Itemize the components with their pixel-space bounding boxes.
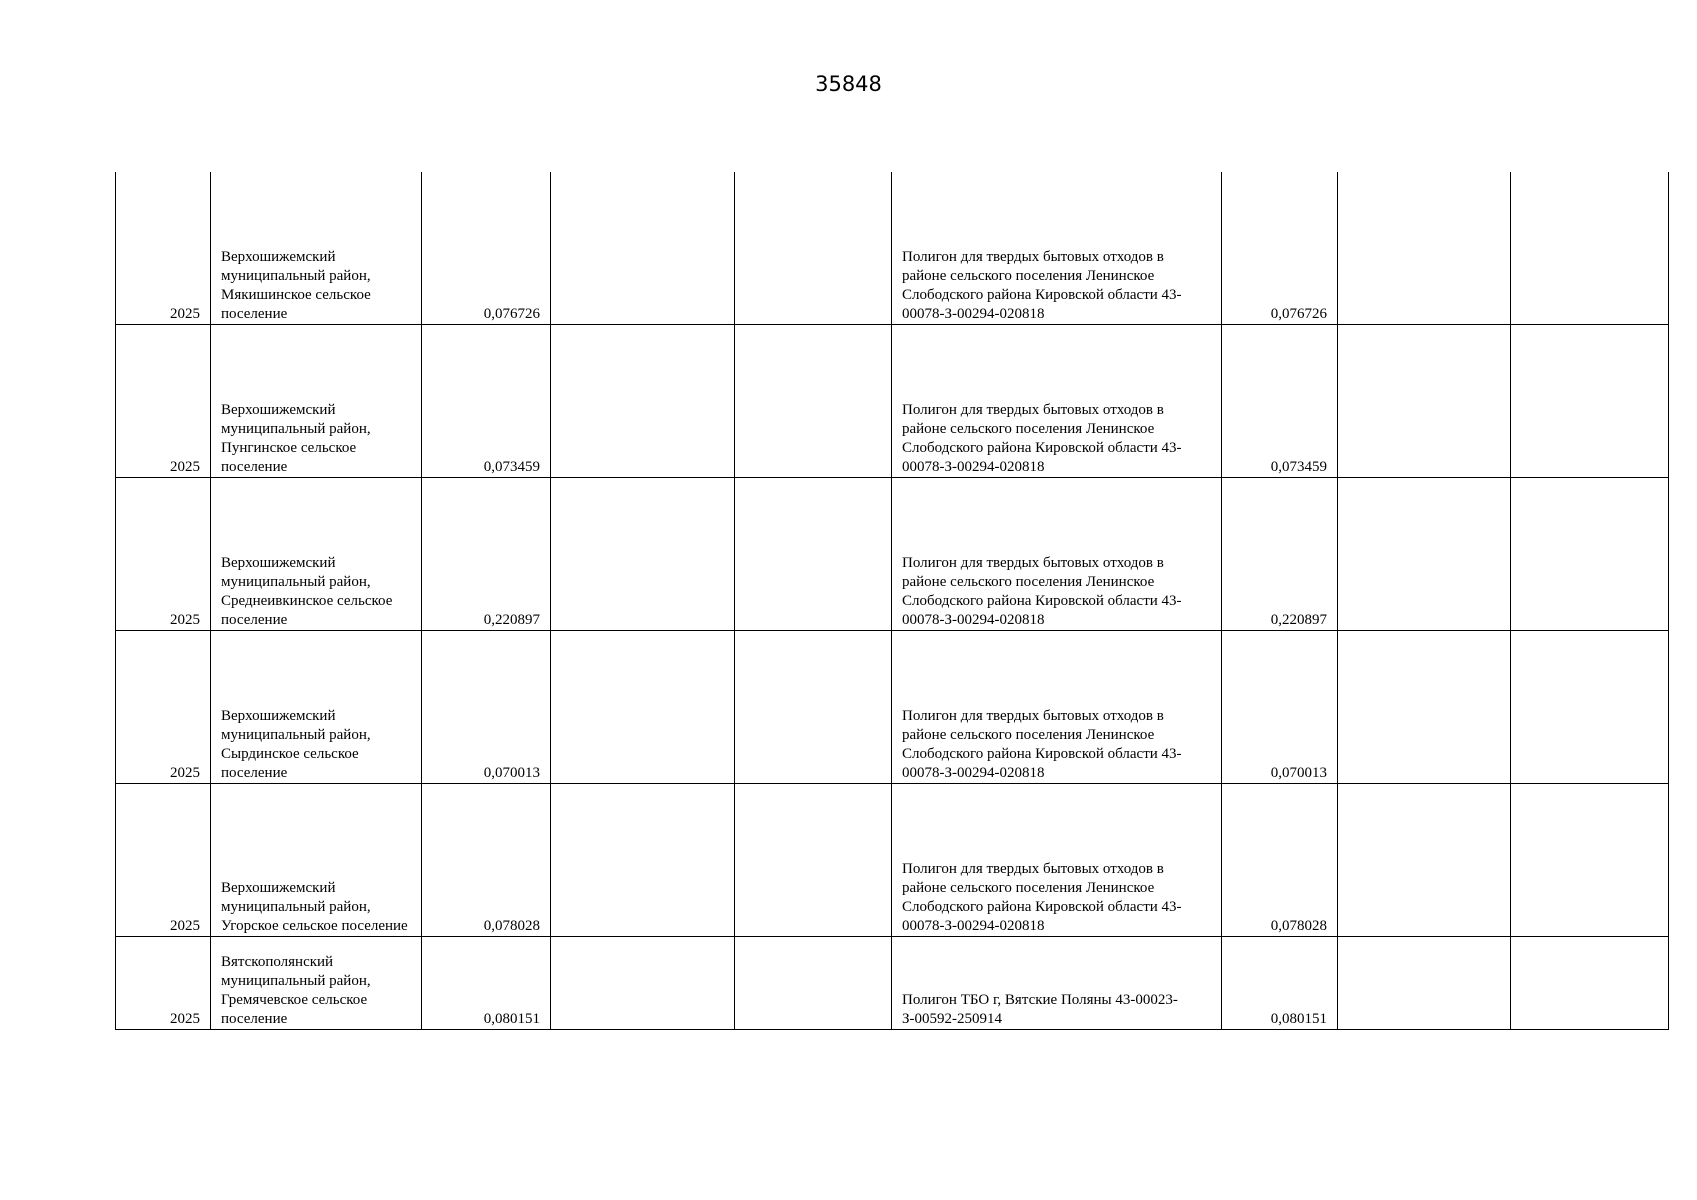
empty-cell <box>1511 784 1669 937</box>
value-cell: 0,070013 <box>422 631 551 784</box>
empty-cell <box>551 937 735 1030</box>
year-cell: 2025 <box>116 937 211 1030</box>
facility-cell: Полигон для твердых бытовых отходов в районе сельского поселения Ленинское Слободского района Кировской области 43-00078-З-00294-020818 <box>892 631 1222 784</box>
facility-cell: Полигон ТБО г, Вятские Поляны 43-00023-З-00592-250914 <box>892 937 1222 1030</box>
table-row <box>116 325 1669 478</box>
facility-cell: Полигон для твердых бытовых отходов в районе сельского поселения Ленинское Слободского района Кировской области 43-00078-З-00294-020818 <box>892 784 1222 937</box>
empty-cell <box>1511 937 1669 1030</box>
value-cell: 0,220897 <box>422 478 551 631</box>
empty-cell <box>1338 631 1511 784</box>
year-cell: 2025 <box>116 478 211 631</box>
empty-cell <box>735 478 892 631</box>
facility-cell: Полигон для твердых бытовых отходов в районе сельского поселения Ленинское Слободского района Кировской области 43-00078-З-00294-020818 <box>892 172 1222 325</box>
empty-cell <box>1511 325 1669 478</box>
municipality-cell: Верхошижемский муниципальный район, Сырдинское сельское поселение <box>211 631 422 784</box>
empty-cell <box>551 478 735 631</box>
year-cell: 2025 <box>116 325 211 478</box>
year-cell: 2025 <box>116 172 211 325</box>
municipality-cell: Вятскополянский муниципальный район, Гремячевское сельское поселение <box>211 937 422 1030</box>
municipality-cell: Верхошижемский муниципальный район, Мякишинское сельское поселение <box>211 172 422 325</box>
facility-value-cell: 0,073459 <box>1222 325 1338 478</box>
facility-value-cell: 0,080151 <box>1222 937 1338 1030</box>
table-row <box>116 478 1669 631</box>
empty-cell <box>551 325 735 478</box>
empty-cell <box>1338 325 1511 478</box>
empty-cell <box>1511 478 1669 631</box>
year-cell: 2025 <box>116 784 211 937</box>
municipality-cell: Верхошижемский муниципальный район, Пунгинское сельское поселение <box>211 325 422 478</box>
year-cell: 2025 <box>116 631 211 784</box>
value-cell: 0,073459 <box>422 325 551 478</box>
facility-cell: Полигон для твердых бытовых отходов в районе сельского поселения Ленинское Слободского района Кировской области 43-00078-З-00294-020818 <box>892 478 1222 631</box>
empty-cell <box>1511 172 1669 325</box>
empty-cell <box>735 172 892 325</box>
municipality-cell: Верхошижемский муниципальный район, Среднеивкинское сельское поселение <box>211 478 422 631</box>
facility-value-cell: 0,220897 <box>1222 478 1338 631</box>
table-row <box>116 631 1669 784</box>
page-number: 35848 <box>815 72 882 96</box>
empty-cell <box>735 784 892 937</box>
facility-value-cell: 0,078028 <box>1222 784 1338 937</box>
value-cell: 0,080151 <box>422 937 551 1030</box>
facility-cell: Полигон для твердых бытовых отходов в районе сельского поселения Ленинское Слободского района Кировской области 43-00078-З-00294-020818 <box>892 325 1222 478</box>
empty-cell <box>735 937 892 1030</box>
empty-cell <box>735 631 892 784</box>
facility-value-cell: 0,070013 <box>1222 631 1338 784</box>
empty-cell <box>551 784 735 937</box>
value-cell: 0,078028 <box>422 784 551 937</box>
table-row <box>116 937 1669 1030</box>
empty-cell <box>1338 478 1511 631</box>
table-row <box>116 172 1669 325</box>
municipality-cell: Верхошижемский муниципальный район, Угорское сельское поселение <box>211 784 422 937</box>
facility-value-cell: 0,076726 <box>1222 172 1338 325</box>
value-cell: 0,076726 <box>422 172 551 325</box>
empty-cell <box>1338 784 1511 937</box>
empty-cell <box>735 325 892 478</box>
data-table <box>115 172 1669 1030</box>
empty-cell <box>1511 631 1669 784</box>
empty-cell <box>1338 937 1511 1030</box>
empty-cell <box>1338 172 1511 325</box>
empty-cell <box>551 631 735 784</box>
table-row <box>116 784 1669 937</box>
empty-cell <box>551 172 735 325</box>
